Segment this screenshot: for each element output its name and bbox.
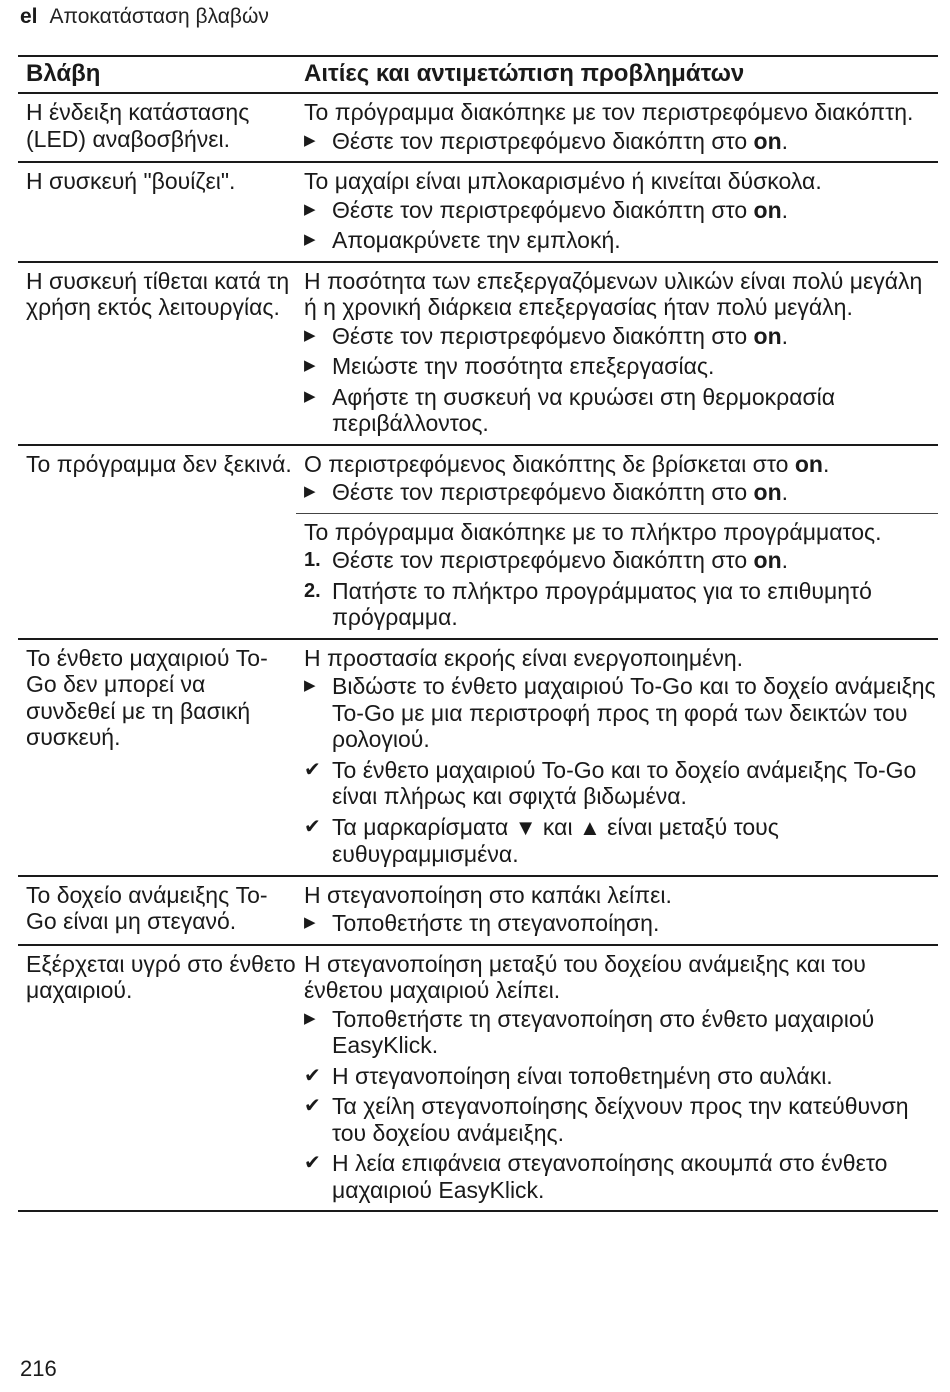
- step-text: Τοποθετήστε τη στεγανοποίηση.: [332, 910, 660, 936]
- fault-text: Εξέρχεται υγρό στο ένθετο μαχαιριού.: [26, 950, 296, 1003]
- switch-position: on: [753, 196, 782, 223]
- language-code: el: [20, 5, 38, 28]
- fault-text: Το δοχείο ανάμειξης To-Go είναι μη στεγανό.: [26, 881, 268, 934]
- bullet-arrow-icon: ▶: [304, 231, 316, 248]
- result-text: Το ένθετο μαχαιριού To-Go και το δοχείο ανάμειξης To-Go είναι πλήρως και σφιχτά βιδωμένα.: [332, 756, 917, 809]
- action-step: ▶ Θέστε τον περιστρεφόμενο διακόπτη στο on.: [304, 479, 789, 505]
- checkmark-icon: ✔: [304, 815, 321, 838]
- column-header-cause: Αιτίες και αντιμετώπιση προβλημάτων: [296, 56, 938, 93]
- page-number: 216: [20, 1356, 57, 1381]
- step-text: Βιδώστε το ένθετο μαχαιριού To-Go και το δοχείο ανάμειξης To-Go με μια περιστροφή προς τη φορά των δεικτών του ρολογιού.: [332, 673, 936, 752]
- step-number: 2.: [304, 579, 321, 602]
- table-row: [18, 945, 938, 1212]
- bullet-arrow-icon: ▶: [304, 677, 316, 694]
- checkmark-icon: ✔: [304, 758, 321, 781]
- fault-cell: [18, 262, 296, 445]
- result-text: Τα χείλη στεγανοποίησης δείχνουν προς την κατεύθυνση του δοχείου ανάμειξης.: [332, 1093, 909, 1146]
- fault-text: Το πρόγραμμα δεν ξεκινά.: [26, 450, 292, 477]
- action-step: [304, 384, 938, 437]
- step-text: Τοποθετήστε τη στεγανοποίηση στο ένθετο μαχαιριού EasyKlick.: [332, 1005, 875, 1058]
- cause-text: Ο περιστρεφόμενος διακόπτης δε βρίσκεται στο: [304, 450, 795, 477]
- cause-cell: [296, 93, 938, 162]
- fault-cell: [18, 945, 296, 1212]
- result-text: Η λεία επιφάνεια στεγανοποίησης ακουμπά στο ένθετο μαχαιριού EasyKlick.: [332, 1150, 888, 1203]
- result-step: [304, 757, 938, 810]
- action-step: [304, 673, 938, 753]
- step-text: Θέστε τον περιστρεφόμενο διακόπτη στο: [332, 322, 754, 349]
- cause-cell: [296, 513, 938, 639]
- cause-text: Το μαχαίρι είναι μπλοκαρισμένο ή κινείται δύσκολα.: [304, 168, 822, 194]
- switch-position: on: [753, 547, 782, 573]
- checkmark-icon: ✔: [304, 1064, 321, 1087]
- triangle-up-icon: ▲: [578, 814, 601, 840]
- numbered-step: [304, 578, 938, 631]
- fault-cell: [18, 639, 296, 876]
- step-number: 1.: [304, 549, 321, 571]
- table-header-row: [18, 56, 938, 93]
- fault-cell: [18, 876, 296, 945]
- column-header-fault: Βλάβη: [18, 56, 296, 93]
- action-step: [304, 1006, 938, 1059]
- fault-text: Η συσκευή "βουίζει".: [26, 168, 236, 194]
- step-text: Θέστε τον περιστρεφόμενο διακόπτη στο: [332, 479, 754, 505]
- action-step: ▶ Θέστε τον περιστρεφόμενο διακόπτη στο on.: [304, 127, 789, 154]
- table-row: [18, 93, 938, 162]
- bullet-arrow-icon: ▶: [304, 357, 316, 374]
- table-row: [18, 262, 938, 445]
- cause-text: Η στεγανοποίηση στο καπάκι λείπει.: [304, 881, 672, 908]
- cause-text: Η στεγανοποίηση μεταξύ του δοχείου ανάμειξης και του ένθετου μαχαιριού λείπει.: [304, 950, 866, 1003]
- step-text: Αφήστε τη συσκευή να κρυώσει στη θερμοκρασία περιβάλλοντος.: [332, 383, 836, 436]
- cause-text: Η προστασία εκροής είναι ενεργοποιημένη.: [304, 644, 744, 671]
- fault-text: Η ένδειξη κατάστασης (LED) αναβοσβήνει.: [26, 99, 250, 152]
- fault-cell: [18, 93, 296, 162]
- table-row: [18, 162, 938, 262]
- cause-cell: [296, 945, 938, 1212]
- bullet-arrow-icon: ▶: [304, 326, 316, 344]
- switch-position: on: [753, 322, 782, 349]
- cause-cell: Ο περιστρεφόμενος διακόπτης δε βρίσκεται στο on. ▶ Θέστε τον περιστρεφόμενο διακόπτη στο on.: [296, 445, 938, 514]
- step-text: Πατήστε το πλήκτρο προγράμματος για το επιθυμητό πρόγραμμα.: [332, 577, 872, 630]
- cause-text: Το πρόγραμμα διακόπηκε με το πλήκτρο προγράμματος.: [304, 518, 882, 545]
- action-step: [304, 227, 938, 254]
- switch-position: on: [753, 479, 782, 505]
- section-title: Αποκατάσταση βλαβών: [49, 5, 269, 28]
- step-text: Μειώστε την ποσότητα επεξεργασίας.: [332, 353, 715, 379]
- result-step: [304, 1093, 938, 1146]
- bullet-arrow-icon: ▶: [304, 131, 316, 149]
- cause-text: Το πρόγραμμα διακόπηκε με τον περιστρεφόμενο διακόπτη.: [304, 99, 914, 125]
- switch-position: on: [794, 450, 823, 477]
- bullet-arrow-icon: ▶: [304, 387, 316, 405]
- fault-text: Το ένθετο μαχαιριού To-Go δεν μπορεί να συνδεθεί με τη βασική συσκευή.: [26, 644, 268, 750]
- troubleshooting-table: [18, 55, 938, 1212]
- step-text: Θέστε τον περιστρεφόμενο διακόπτη στο: [332, 127, 754, 154]
- action-step: [304, 910, 938, 937]
- table-row: [18, 445, 938, 514]
- cause-text: Η ποσότητα των επεξεργαζόμενων υλικών είναι πολύ μεγάλη ή η χρονική διάρκεια επεξεργασίας ήταν πολύ μεγάλη.: [304, 267, 923, 320]
- page-header: [20, 5, 269, 29]
- bullet-arrow-icon: ▶: [304, 914, 316, 931]
- result-text: Η στεγανοποίηση είναι τοποθετημένη στο αυλάκι.: [332, 1062, 833, 1089]
- numbered-step: 1. Θέστε τον περιστρεφόμενο διακόπτη στο on.: [304, 547, 789, 573]
- step-text: Θέστε τον περιστρεφόμενο διακόπτη στο: [332, 547, 754, 573]
- table-row: [18, 639, 938, 876]
- cause-cell: [296, 162, 938, 262]
- table-row: [18, 876, 938, 945]
- checkmark-icon: ✔: [304, 1095, 321, 1117]
- switch-position: on: [753, 127, 782, 154]
- action-step: ▶ Θέστε τον περιστρεφόμενο διακόπτη στο on.: [304, 322, 789, 349]
- checkmark-icon: ✔: [304, 1152, 321, 1174]
- bullet-arrow-icon: ▶: [304, 1009, 316, 1027]
- result-step: [304, 1063, 938, 1090]
- fault-text: Η συσκευή τίθεται κατά τη χρήση εκτός λειτουργίας.: [26, 267, 290, 320]
- fault-cell: [18, 445, 296, 639]
- cause-cell: [296, 639, 938, 876]
- bullet-arrow-icon: ▶: [304, 483, 316, 500]
- cause-cell: [296, 262, 938, 445]
- step-text: Θέστε τον περιστρεφόμενο διακόπτη στο: [332, 196, 754, 223]
- result-step: ✔ Τα μαρκαρίσματα ▼ και ▲ είναι μεταξύ τους ευθυγραμμισμένα.: [304, 813, 779, 867]
- action-step: ▶ Θέστε τον περιστρεφόμενο διακόπτη στο on.: [304, 196, 789, 223]
- bullet-arrow-icon: ▶: [304, 200, 316, 218]
- step-text: Απομακρύνετε την εμπλοκή.: [332, 227, 621, 253]
- triangle-down-icon: ▼: [514, 814, 537, 840]
- fault-cell: [18, 162, 296, 262]
- cause-cell: [296, 876, 938, 945]
- action-step: [304, 353, 938, 380]
- result-step: [304, 1150, 938, 1203]
